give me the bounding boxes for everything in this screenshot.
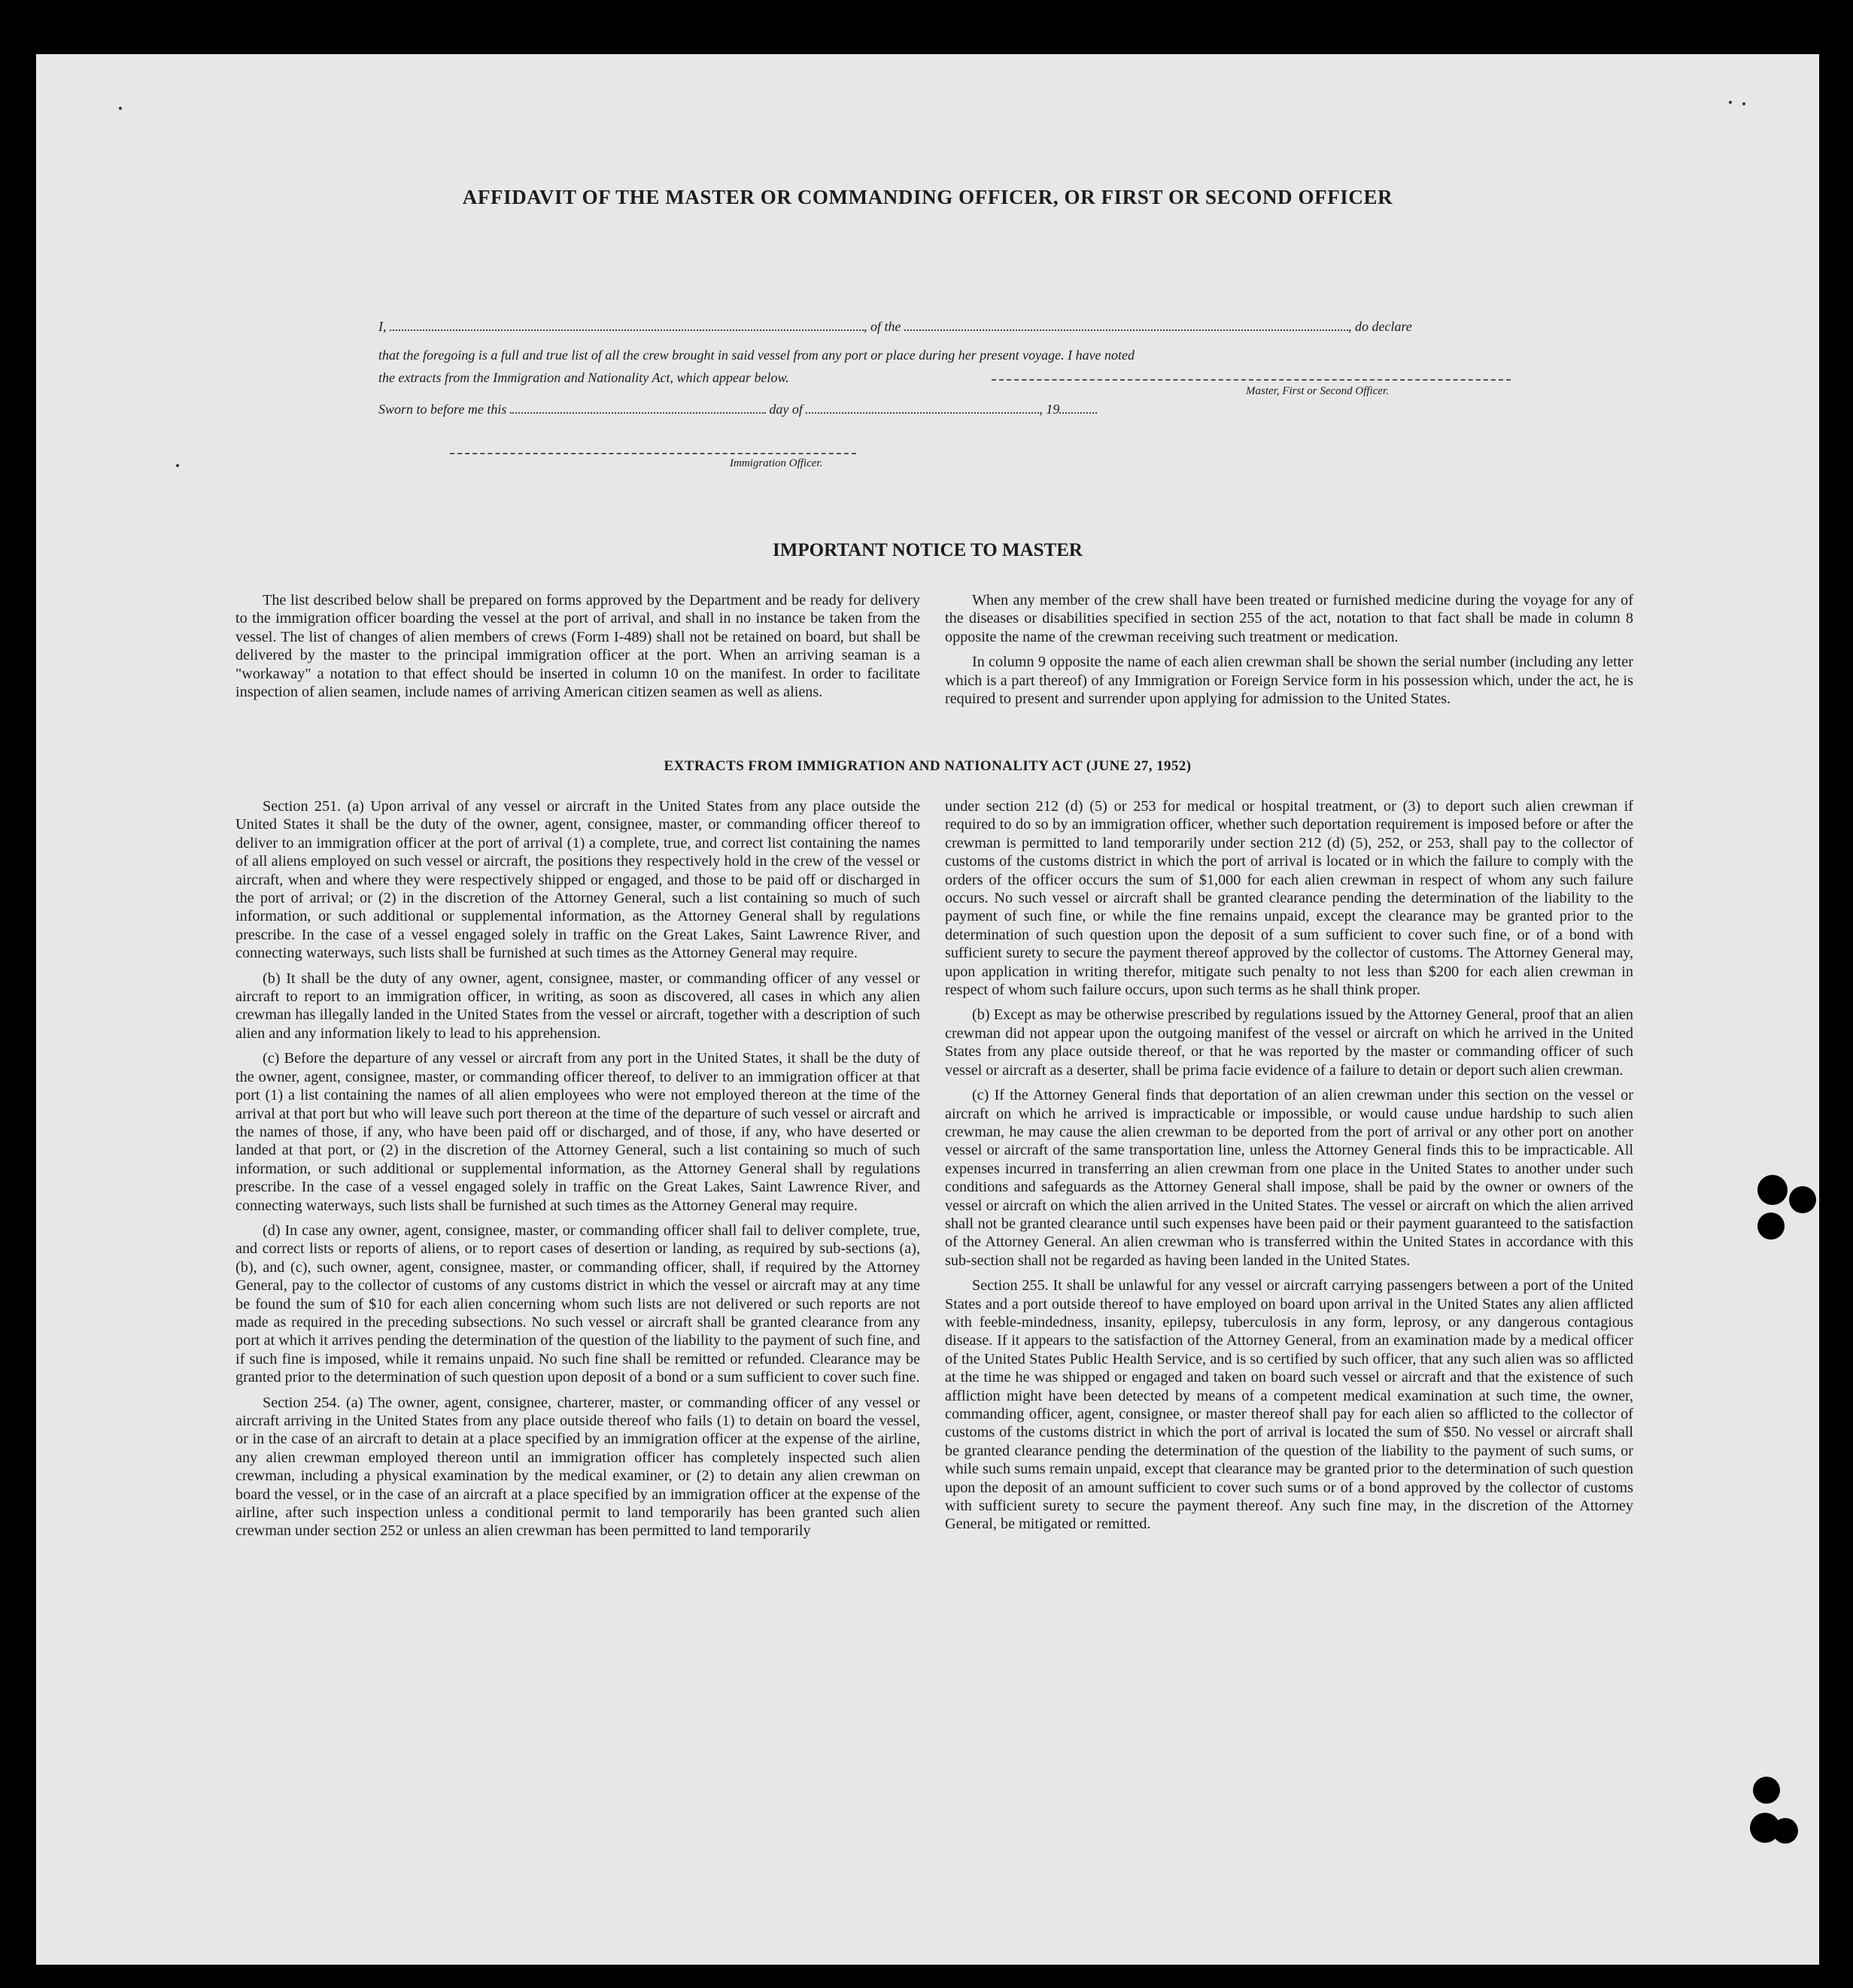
punch-hole xyxy=(1789,1186,1816,1213)
do-declare-label: , do declare xyxy=(1348,319,1412,334)
section-254b-paragraph: (b) Except as may be otherwise prescribed by regulations issued by the Attorney General, proof that an alien crewman did not appear upon the outgoing manifest of the vessel or aircraft on which he arrived in the United States from any place outside thereof, or that he was reported by the master or commanding officer of such vessel or aircraft as a deserter, shall be prima facie evidence of a failure to detain or deport such alien crewman. xyxy=(945,1006,1633,1079)
master-signature-caption: Master, First or Second Officer. xyxy=(1246,385,1389,397)
day-of-label: day of xyxy=(769,402,803,417)
speck xyxy=(176,464,179,467)
punch-hole xyxy=(1773,1818,1798,1844)
section-251c-paragraph: (c) Before the departure of any vessel or aircraft from any port in the United States, it shall be the duty of the owner, agent, consignee, master, or commanding officer thereof, to deliver to an immigration officer at that port (1) a list containing the names of all alien employees who were not employed thereon at the time of the arrival at that port but who will leave such port thereon at the time of the departure of such vessel or aircraft and the names of those, if any, who have been paid off or discharged, and of those, if any, who have deserted or landed at that port, or (2) in the discretion of the Attorney General, such a list containing so much of such information, or such additional or supplemental information, as the Attorney General shall by regulations prescribe. In the case of a vessel engaged solely in traffic on the Great Lakes, Saint Lawrence River, and connecting waterways, such lists shall be furnished at such times as the Attorney General may require. xyxy=(235,1050,920,1214)
speck xyxy=(119,107,122,110)
affidavit-title: AFFIDAVIT OF THE MASTER OR COMMANDING OFFICER, OR FIRST OR SECOND OFFICER xyxy=(462,186,1393,208)
speck xyxy=(1729,101,1732,104)
affidavit-line-1 xyxy=(378,319,1514,335)
extracts-title: EXTRACTS FROM IMMIGRATION AND NATIONALITY ACT (JUNE 27, 1952) xyxy=(664,758,1192,774)
sworn-month-field[interactable] xyxy=(806,402,1039,414)
of-the-label: , of the xyxy=(864,319,901,334)
affidavit-line-3: the extracts from the Immigration and Nationality Act, which appear below. xyxy=(378,370,789,385)
year-label: , 19 xyxy=(1039,402,1060,417)
extracts-left-column xyxy=(235,797,920,1547)
speck xyxy=(1742,102,1745,105)
affidavit-line-2: that the foregoing is a full and true list of all the crew brought in said vessel from any port or place during her present voyage. I have noted xyxy=(378,348,1135,363)
officer-signature-caption: Immigration Officer. xyxy=(730,457,823,469)
punch-hole xyxy=(1757,1175,1788,1205)
punch-hole xyxy=(1757,1213,1785,1240)
master-signature-line[interactable] xyxy=(992,379,1511,381)
sworn-date-field[interactable] xyxy=(510,402,766,414)
declarant-name-field[interactable] xyxy=(390,319,864,331)
sworn-label: Sworn to before me this xyxy=(378,402,507,417)
section-251b-paragraph: (b) It shall be the duty of any owner, agent, consignee, master, or commanding officer of any vessel or aircraft to report to an immigration officer, in writing, as soon as discovered, all cases in which any alien crewman has illegally landed in the United States from the vessel or aircraft, together with a description of such alien and any information likely to lead to his apprehension. xyxy=(235,970,920,1042)
extracts-right-column xyxy=(945,797,1633,1540)
section-254a-paragraph: Section 254. (a) The owner, agent, consignee, charterer, master, or commanding officer of any vessel or aircraft arriving in the United States from any place outside thereof who fails (1) to detain on board the vessel, or in the case of an aircraft to detain at a place specified by an immigration officer at the expense of the airline, any alien crewman employed thereon until an immigration officer has completely inspected such alien crewman, including a physical examination by the medical examiner, or (2) to detain any alien crewman on board the vessel, or in the case of an aircraft at a place specified by an immigration officer at the expense of the airline, after such inspection unless a conditional permit to land temporarily has been granted such alien crewman under section 252 or unless an alien crewman has been permitted to land temporarily xyxy=(235,1394,920,1540)
document-page xyxy=(36,54,1819,1965)
notice-right-column xyxy=(945,591,1633,715)
sworn-line xyxy=(378,402,1514,417)
section-254a-continued-paragraph: under section 212 (d) (5) or 253 for medical or hospital treatment, or (3) to deport such alien crewman if required to do so by an immigration officer, whether such deportation requirement is imposed before or after the crewman is permitted to land temporarily under section 212 (d) (5), 252, or 253, shall pay to the collector of customs of the customs district in which the port of arrival is located or in which the failure to comply with the orders of the officer occurs the sum of $1,000 for each alien crewman in respect of whom any such failure occurs. No such vessel or aircraft shall be granted clearance pending the determination of the liability to the payment of such fine, or while the fine remains unpaid, except the clearance may be granted prior to the determination of such question upon the deposit of a sum sufficient to cover such fine, or of a bond with sufficient surety to secure the payment thereof approved by the collector of customs. The Attorney General may, upon application in writing therefor, mitigate such penalty to not less than $200 for each alien crewman in respect of whom such failure occurs, upon such terms as he shall think proper. xyxy=(945,798,1633,999)
sworn-year-field[interactable] xyxy=(1059,402,1097,414)
notice-left-column xyxy=(235,591,920,708)
punch-hole xyxy=(1753,1777,1780,1804)
section-251a-paragraph: Section 251. (a) Upon arrival of any vessel or aircraft in the United States from any place outside the United States it shall be the duty of the owner, agent, consignee, master, or commanding officer thereof to deliver to an immigration officer at the port of arrival (1) a complete, true, and correct list containing the names of all aliens employed on such vessel or aircraft, the positions they respectively hold in the crew of the vessel or aircraft, when and where they were respectively shipped or engaged, and those to be paid off or discharged in the port of arrival; or (2) in the discretion of the Attorney General, such a list containing so much of such information, or such additional or supplemental information, as the Attorney General shall by regulations prescribe. In the case of a vessel engaged solely in traffic on the Great Lakes, Saint Lawrence River, and connecting waterways, such lists shall be furnished at such times as the Attorney General may require. xyxy=(235,798,920,962)
section-255-paragraph: Section 255. It shall be unlawful for any vessel or aircraft carrying passengers between a port of the United States and a port outside thereof to have employed on board upon arrival in the United States any alien afflicted with feeble-mindedness, insanity, epilepsy, tuberculosis in any form, leprosy, or any dangerous contagious disease. If it appears to the satisfaction of the Attorney General, from an examination made by a medical officer of the United States Public Health Service, and is so certified by such officer, that any such alien was so afflicted at the time he was shipped or engaged and taken on board such vessel or aircraft and that the existence of such affliction might have been detected by means of a competent medical examination at such time, the owner, commanding officer, agent, consignee, or master thereof shall pay for each alien so afflicted to the collector of customs of the customs district in which the port of arrival is located the sum of $50. No vessel or aircraft shall be granted clearance pending the determination of the question of the liability to the payment of such sums, or while such sums remain unpaid, except that clearance may be granted prior to the determination of such question upon the deposit of an amount sufficient to cover such sums or of a bond approved by the collector of customs with sufficient surety to secure the payment thereof. Any such fine may, in the discretion of the Attorney General, be mitigated or remitted. xyxy=(945,1277,1633,1533)
section-251d-paragraph: (d) In case any owner, agent, consignee, master, or commanding officer shall fail to deliver complete, true, and correct lists or reports of aliens, or to report cases of desertion or landing, as required by sub-sections (a), (b), and (c), such owner, agent, consignee, master, or commanding officer, shall, if required by the Attorney General, pay to the collector of customs of any customs district in which the vessel or aircraft may at any time be found the sum of $10 for each alien concerning whom such lists are not delivered or such reports are not made as required in the preceding subsections. No such vessel or aircraft shall be granted clearance from any port at which it arrives pending the determination of the question of the liability to the payment of such fine, and if such fine is imposed, while it remains unpaid. No such fine shall be remitted or refunded. Clearance may be granted prior to the determination of such question upon deposit of a bond or a sum sufficient to cover such fine. xyxy=(235,1222,920,1386)
vessel-name-field[interactable] xyxy=(904,319,1348,331)
notice-paragraph: In column 9 opposite the name of each alien crewman shall be shown the serial number (including any letter which is a part thereof) of any Immigration or Foreign Service form in his possession which, under the act, he is required to present and surrender upon applying for admission to the United States. xyxy=(945,654,1633,708)
notice-title: IMPORTANT NOTICE TO MASTER xyxy=(773,540,1083,560)
notice-paragraph: The list described below shall be prepared on forms approved by the Department and be ready for delivery to the immigration officer boarding the vessel at the port of arrival, and shall in no instance be taken from the vessel. The list of changes of alien members of crews (Form I-489) shall not be retained on board, but shall be delivered by the master to the principal immigration officer at the port. When an arriving seaman is a "workaway" a notation to that effect should be inserted in column 10 on the manifest. In order to facilitate inspection of alien seamen, include names of arriving American citizen seamen as well as aliens. xyxy=(235,592,920,701)
notice-paragraph: When any member of the crew shall have been treated or furnished medicine during the voyage for any of the diseases or disabilities specified in section 255 of the act, notation to that fact shall be made in column 8 opposite the name of the crewman receiving such treatment or medication. xyxy=(945,592,1633,645)
declarant-label: I, xyxy=(378,319,387,334)
section-254c-paragraph: (c) If the Attorney General finds that deportation of an alien crewman under this section on the vessel or aircraft on which he arrived is impracticable or impossible, or would cause undue hardship to such alien crewman, he may cause the alien crewman to be deported from the port of arrival or any other port on another vessel or aircraft of the same transportation line, unless the Attorney General finds this to be impracticable. All expenses incurred in transferring an alien crewman from one place in the United States to another under such conditions and safeguards as the Attorney General shall impose, shall be paid by the owner or owners of the vessel or aircraft on which the alien arrived in the United States. The vessel or aircraft on which the alien arrived shall not be granted clearance until such expenses have been paid or their payment guaranteed to the satisfaction of the Attorney General. An alien crewman who is transferred within the United States in accordance with this sub-section shall not be regarded as having been landed in the United States. xyxy=(945,1087,1633,1269)
officer-signature-line[interactable] xyxy=(450,453,856,454)
